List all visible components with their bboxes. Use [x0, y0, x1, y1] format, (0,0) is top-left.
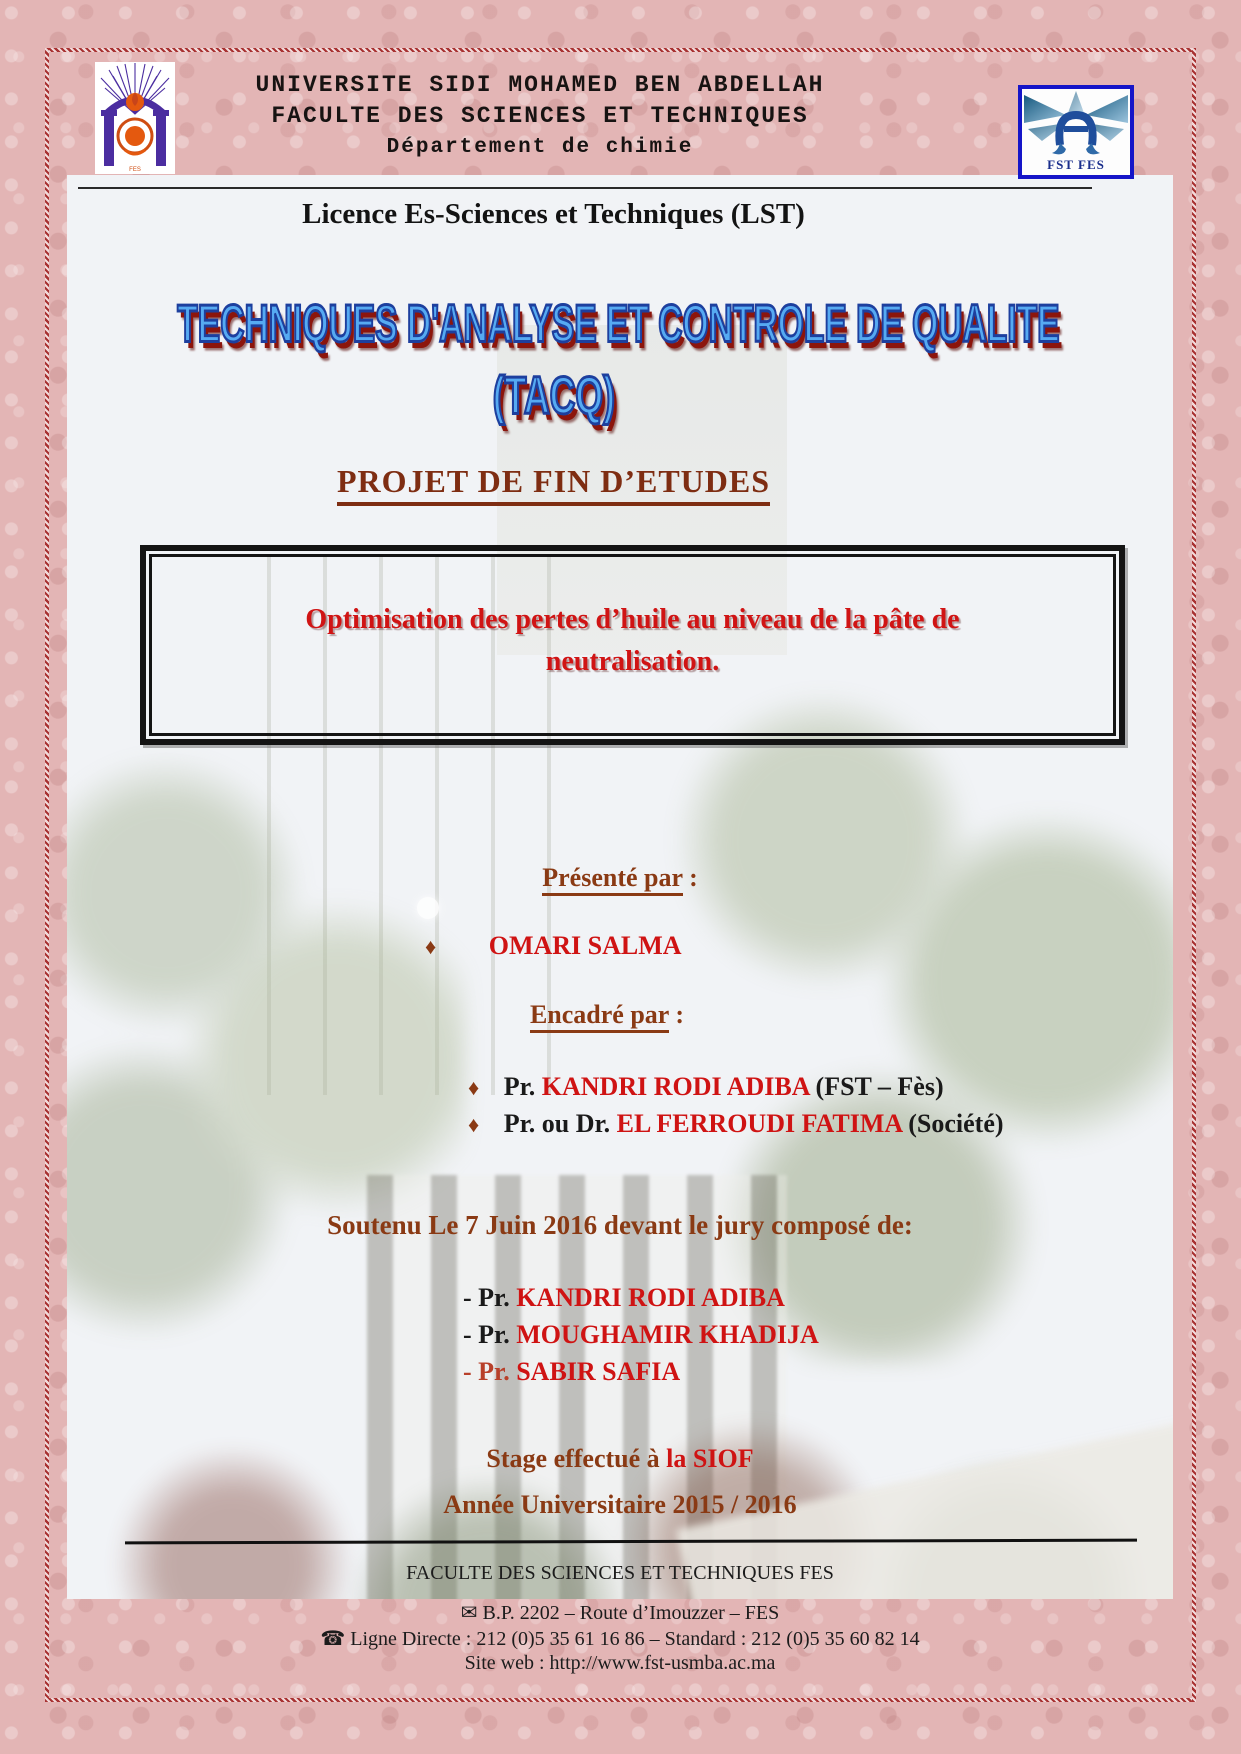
- jury-member-row: [463, 1283, 785, 1313]
- project-heading: PROJET DE FIN D’ETUDES: [337, 463, 770, 506]
- university-name: UNIVERSITE SIDI MOHAMED BEN ABDELLAH: [255, 72, 825, 98]
- phone-icon: ☎: [320, 1628, 346, 1650]
- fst-fes-caption: FST FES: [1047, 157, 1105, 172]
- internship-prefix: Stage effectué à: [486, 1444, 667, 1473]
- program-title-wordart-line1: [67, 294, 1060, 353]
- internship-row: [67, 1444, 1173, 1474]
- diamond-bullet-icon: ♦: [468, 1075, 480, 1100]
- faculty-name: FACULTE DES SCIENCES ET TECHNIQUES: [271, 103, 809, 129]
- program-title-wordart-line2: [67, 366, 1040, 425]
- student-name: OMARI SALMA: [488, 931, 682, 960]
- report-title-box-inner: [149, 554, 1116, 736]
- supervisor-prefix: Pr. ou Dr.: [503, 1109, 617, 1138]
- program-acronym-text: (TACQ): [492, 366, 615, 425]
- usmba-emblem-icon: [95, 62, 175, 174]
- presented-by-row: [67, 863, 1173, 893]
- diamond-bullet-icon: ♦: [425, 934, 437, 959]
- jury-member-row: [463, 1320, 819, 1350]
- supervisor-affiliation: (FST – Fès): [809, 1072, 944, 1101]
- report-title-line2: neutralisation.: [545, 646, 720, 677]
- mail-icon: ✉: [460, 1602, 478, 1624]
- svg-text:FES: FES: [129, 167, 141, 173]
- report-title-box: [140, 545, 1125, 745]
- frame-border-bottom: [45, 1698, 1196, 1702]
- project-heading-row: [67, 463, 1040, 500]
- fst-fes-logo-icon: [1022, 89, 1130, 175]
- footer-address-row: [67, 1600, 1173, 1625]
- supervised-by-label: Encadré par: [530, 1000, 669, 1033]
- usmba-emblem-logo: [95, 62, 175, 174]
- supervised-by-colon: :: [668, 1000, 685, 1029]
- fst-fes-logo: [1018, 85, 1134, 179]
- degree-title: Licence Es-Sciences et Techniques (LST): [302, 198, 805, 230]
- jury-member-prefix: - Pr.: [463, 1320, 517, 1349]
- defense-intro: Soutenu Le 7 Juin 2016 devant le jury composé de:: [327, 1210, 913, 1240]
- presented-by-label: Présenté par: [542, 863, 682, 896]
- supervisor-affiliation: (Société): [901, 1109, 1004, 1138]
- background-lamp-globe: [417, 897, 439, 919]
- student-row: [425, 931, 682, 961]
- jury-member-row: [463, 1357, 680, 1387]
- program-title-text: TECHNIQUES D'ANALYSE ET CONTROLE DE QUALITE: [177, 294, 1060, 353]
- jury-member-name: SABIR SAFIA: [516, 1357, 681, 1386]
- university-header: [190, 70, 890, 163]
- frame-border-left: [45, 48, 49, 1702]
- supervisor-name: EL FERROUDI FATIMA: [616, 1109, 902, 1138]
- internship-company: la SIOF: [666, 1444, 754, 1473]
- footer-website: Site web : http://www.fst-usmba.ac.ma: [464, 1652, 776, 1674]
- footer-faculty-name: FACULTE DES SCIENCES ET TECHNIQUES FES: [406, 1562, 834, 1584]
- supervisor-row: [468, 1109, 1004, 1139]
- report-title-line1: Optimisation des pertes d’huile au niveau de la pâte de: [305, 604, 960, 635]
- supervisor-name: KANDRI RODI ADIBA: [541, 1072, 810, 1101]
- supervisor-row: [468, 1072, 944, 1102]
- footer-address: B.P. 2202 – Route d’Imouzzer – FES: [482, 1602, 780, 1624]
- jury-member-prefix: - Pr.: [463, 1283, 517, 1312]
- presented-by-colon: :: [682, 863, 698, 892]
- footer-phone-row: [67, 1626, 1173, 1651]
- footer-phones: Ligne Directe : 212 (0)5 35 61 16 86 – Standard : 212 (0)5 35 60 82 14: [350, 1628, 920, 1650]
- frame-border-top: [45, 48, 1196, 52]
- supervised-by-row: [67, 1000, 1147, 1030]
- diamond-bullet-icon: ♦: [468, 1112, 480, 1137]
- jury-member-name: KANDRI RODI ADIBA: [516, 1283, 785, 1312]
- academic-year: Année Universitaire 2015 / 2016: [443, 1490, 797, 1519]
- header-divider-line: [78, 187, 1092, 189]
- jury-member-prefix: - Pr.: [463, 1357, 517, 1386]
- jury-member-name: MOUGHAMIR KHADIJA: [516, 1320, 819, 1349]
- frame-border-right: [1192, 48, 1196, 1702]
- department-name: Département de chimie: [386, 136, 694, 159]
- supervisor-prefix: Pr.: [503, 1072, 542, 1101]
